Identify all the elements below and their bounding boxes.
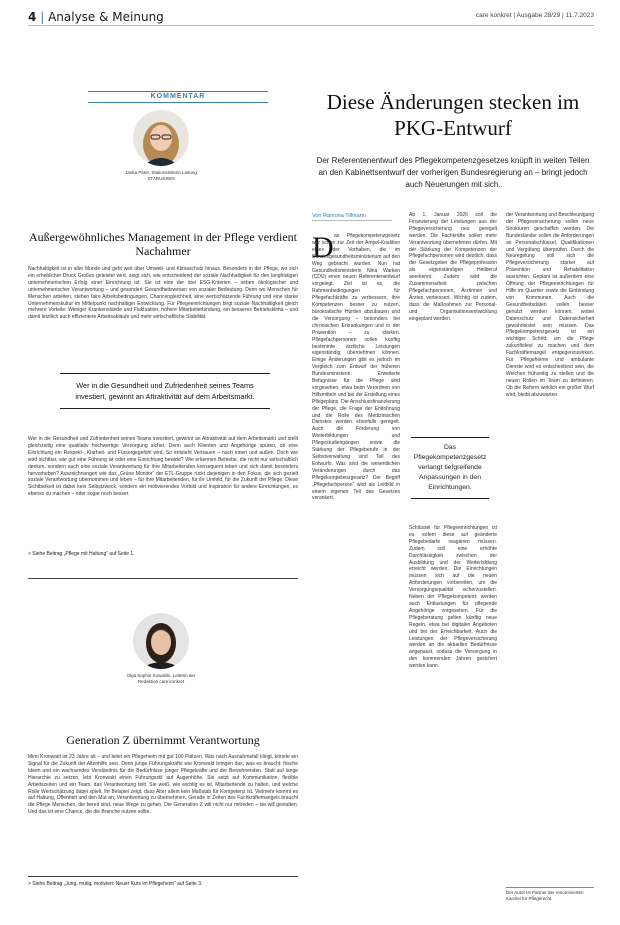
kommentar-label: KOMMENTAR: [88, 91, 268, 103]
article-column-2-bottom-text: Schlüssel für Pflegeeinrichtungen ist es, sofern diese auf geänderte Pflegebedarfe reagieren müssen. Zudem soll eine erhöhte Durchlässigkeit zwischen der Ausbildung und der Weiterbildung erreicht werden. Die Einrichtungen müssen sich auf die neuen Anforderungen vorbereiten, um die Versorgungsqualität sicherzustellen. Neben der Pflegekompetenz werden auch Entlastungen für pflegende Angehörige vorgesehen. Für die Pflegeberatung gelten künftig neue Regeln, etwa bei digitalen Angeboten und bei der Erreichbarkeit. Auch die Leistungen der Pflegeversicherung werden an die aktuellen Bedürfnisse angepasst, sodass die Versorgung in den kommenden Jahren gesichert werden kann.: [409, 525, 497, 670]
author-caption-2: Olga Sophie Kowalski, Leiterin der Redaktion care konkret: [126, 673, 196, 684]
commentary-2-reference[interactable]: > Siehe Beitrag „Jung, mutig, motiviert: Neuer Kurs im Pflegeheim“ auf Seite 3.: [28, 881, 203, 887]
commentary-2-title: Generation Z übernimmt Verantwortung: [66, 733, 260, 747]
author-portrait-2: [133, 613, 189, 669]
article-dropcap: D: [312, 231, 334, 264]
commentary-2-body: [28, 754, 298, 864]
commentary-1-body-1: [28, 266, 298, 354]
article-lead: Der Referentenentwurf des Pflegekompetenzgesetzes knüpft in weiten Teilen an den Kabinettsentwurf der vorherigen Bundesregierung an – bringt jedoch auch Neuerungen mit sich.: [316, 156, 590, 189]
section-title: Analyse & Meinung: [48, 10, 164, 24]
article-column-3: [506, 212, 594, 880]
article-column-3-text: der Verantwortung und Beschleunigung der Pflegeversicherung sollen neue Strukturen geschaffen werden. Die Bundesländer sollen die Anforderungen an Personalschlüssel, Qualifikationen und Vergütung überprüfen. Durch die Neuregelung soll sich die Pflegeversicherung stärker auf Prävention und Rehabilitation ausrichten. Geplant ist außerdem eine Öffnung der Pflegeeinrichtungen für Hilfe im Quartier sowie die Einbindung von Kommunen. Auch die Gesundheitsdaten sollen besser genutzt werden können, wobei Datenschutz und Datensicherheit gewährleistet sein müssen. Das Pflegekompetenzgesetz ist ein wichtiger Schritt, um die Pflege zukunftsfest zu machen und dem Fachkräftemangel entgegenzuwirken. Für Pflegeheime und ambulante Dienste wird es entscheidend sein, die Weichen frühzeitig zu stellen und die neuen Rollen im Team zu definieren. Ob die Reform wirklich ein großer Wurf wird, bleibt abzuwarten.: [506, 212, 594, 398]
divider: [28, 876, 298, 877]
article-pull-quote: Das Pflegekompetenzgesetz verlangt tiefgreifende Anpassungen in den Einrichtungen.: [411, 437, 489, 499]
article-column-1-text: as Pflegekompetenzgesetz war schon zur Zeit der Ampel-Koalition eines der Vorhaben, die im Bundesgesundheitsministerium auf den Weg gebracht wurden. Nun hat Gesundheitsministerin Nina Warken (CDU) einen neuen Referentenentwurf vorgelegt. Ziel ist es, die Rahmenbedingungen für Pflegefachkräfte zu verbessern, ihre Kompetenzen besser zu nutzen, bürokratische Hürden abzubauen und die Versorgung – besonders bei chronischen Erkrankungen und in der Prävention – zu stärken. Pflegefachpersonen sollen künftig bestimmte ärztliche Leistungen eigenständig übernehmen können. Einige Änderungen gibt es jedoch im Vergleich zum Entwurf der früheren Bundesministerin. Erweiterte Befugnisse für die Pflege sind vorgesehen, etwa beim Verordnen von Hilfsmitteln und bei der Erstellung eines Pflegeplans. Die Anschlussfinanzierung der Pflege, die Frage der Entlohnung und die Rolle des Medizinischen Dienstes werden ebenfalls geregelt. Auch die Förderung von Weiterbildungen und Pflegestudiengängen sowie die Stärkung der Pflegeberufe in der Selbstverwaltung sind Teil des Entwurfs. Was sind die wesentlichen Veränderungen durch das Pflegekompetenzgesetz? Der Begriff „Pflegefachperson“ wird als Leitbild in einem eigenen Teil des Gesetzes verankert.: [312, 233, 400, 502]
article-column-2-top: [409, 212, 497, 427]
commentary-1-reference[interactable]: > Siehe Beitrag „Pflege mit Haltung“ auf Seite 1.: [28, 551, 135, 557]
issue-line: care konkret | Ausgabe 28/29 | 11.7.2023: [475, 12, 594, 19]
section-divider: |: [40, 10, 45, 24]
divider: [28, 578, 298, 579]
commentary-1-body-2: [28, 436, 298, 544]
commentary-2-paragraph-2: Statt auf lange Hierarchie zu setzen, lebt Kronwald einen Führungsstil auf Augenhöhe. Sie setzt auf Kommunikation, flexible Arbeitszeiten und ein Team, das Verantwortung teilt. Sie weiß, wie wichtig es ist, Mitarbeitende zu halten, und welche Rolle Wertschätzung dabei spielt. Ihr Beispiel zeigt, dass Alter allein kein Maßstab für Kompetenz ist. Vielmehr kommt es auf Haltung, Offenheit und den Mut an, Verantwortung zu übernehmen. Gerade in Zeiten des Fachkräftemangels braucht die Pflege Menschen, die bereit sind, neue Wege zu gehen. Die Generation Z will nicht nur mitreden – sie will gestalten. Und das ist eine Chance, die die Branche nutzen sollte.: [28, 767, 298, 816]
commentary-1-paragraph-3: Wer in die Gesundheit und Zufriedenheit seines Teams investiert, gewinnt an Attraktivität auf dem Arbeitsmarkt und stellt gleichzeitig eine qualitativ hochwertige Versorgung sicher. Denn auch Klienten und Angehörige spüren, ob eine Einrichtung ein Respekt-, Klarheit- und Fürsorgegefühl wird. So entsteht Vertrauen – nach innen und außen.: [28, 436, 298, 456]
commentary-2-paragraph-1: Mimi Kronwald ist 23 Jahre alt – und leitet ein Pflegeheim mit gut 100 Plätzen. Was nach Ausnahmefall klingt, könnte ein Signal für die Zukunft der Altenhilfe sein. Denn junge Führungskräfte wie Kronwald bringen das, was es braucht: frische Ideen und ein wachsendes Verständnis für die Bedürfnisse junger Pflegekräfte und der Bewohnenden.: [28, 754, 298, 774]
commentary-1-paragraph-2: Für Pflegeeinrichtungen birgt soziale Nachhaltigkeit gleich mehrere Vorteile: Weniger Krankenstände und Fluktuation, höhere Mitarbeiterbindung, ein besseres Betriebsklima – und damit letztlich auch effizientere Arbeitsabläufe und mehr wirtschaftliche Stabilität.: [28, 300, 298, 321]
page-header: [28, 8, 594, 26]
commentary-1-paragraph-1: Nachhaltigkeit ist in aller Munde und geht weit über Umwelt- und Klimaschutz hinaus. Besonders in der Pflege, wo sich ein erheblicher Druck Großes geleistet wird, zeigt sich, wie entscheidend der soziale Nachhaltigkeit für den langfristigen unternehmerischen Erfolg einer Einrichtung ist. Sie ist eine der drei ESG-Kriterien – neben ökologischer und unternehmerischer Verantwortung – und gesondert Gesundheitswesen von sozialer Bedeutung. Denn wo Menschen für Menschen arbeiten, stehen faire Arbeitsbedingungen, Chancengleichheit, eine wertschätzende Führung und eine starke Unternehmenskultur im Mittelpunkt nachhaltiger Entwicklung.: [28, 266, 298, 307]
article-column-2-bottom: [409, 525, 497, 915]
commentary-1-pull-quote: Wer in die Gesundheit und Zufriedenheit seines Teams investiert, gewinnt an Attraktivität auf dem Arbeitsmarkt.: [60, 373, 270, 409]
commentary-1-paragraph-4: Doch wie wird sichtbar, wie gut eine Führung ist oder eine Einrichtung bewirkt? Wie erkennen Betriebe, die nicht nur wirtschaftlich denken, sondern auch eine soziale Verantwortung für ihre Mitarbeitenden konsequent leben und sich damit besonders hervorheben? Auszeichnungen wie das „Grüne Monitor“ der ETL-Gruppe rückt diejenigen in den Fokus, die sich gezielt soziale Verantwortung übernommen und leben – für ihre Mitarbeitenden, für ihr Umfeld, für die Zukunft der Pflege. Diese Sichtbarkeit ist dabei kein Selbstzweck, sondern ein motivierendes Vorbild und Inspiration für andere Einrichtungen, es ebenso zu machen – oder sogar noch besser.: [28, 449, 298, 498]
author-portrait-1: [133, 110, 189, 166]
page-number: 4: [28, 10, 37, 24]
article-headline: Diese Änderungen stecken im PKG-Entwurf: [326, 90, 580, 140]
article-column-1: [312, 233, 400, 893]
article-byline: Von Ramona Tillmann: [312, 213, 392, 221]
author-info-box: Der Autor ist Partner der renommierten Kanzlei für Pflegerecht.: [506, 887, 594, 902]
commentary-1-title: Außergewöhnliches Management in der Pflege verdient Nachahmer: [28, 230, 298, 258]
article-column-2-top-text: Ab 1. Januar 2026 soll die Finanzierung der Leistungen aus der Pflegeversicherung neu geregelt werden. Die Fachkräfte sollen mehr Verantwortung übernehmen dürfen. Mit der Stärkung der Kompetenzen der Pflegefachpersonen wird deutlich, dass der Gesetzgeber die Pflegeprofession als eigenständigen Heilberuf anerkennt. Zudem wird die Zusammenarbeit zwischen Pflegefachpersonen, Ärztinnen und Ärzten verbessert. Wichtig ist zudem, dass die Maßnahmen zur Personal- und Organisationsentwicklung eingeplant werden.: [409, 212, 497, 322]
author-caption-1: Janka Peter, Stationsleiterin Leitung STARUSSEN: [125, 170, 197, 181]
section-label: [28, 10, 164, 24]
